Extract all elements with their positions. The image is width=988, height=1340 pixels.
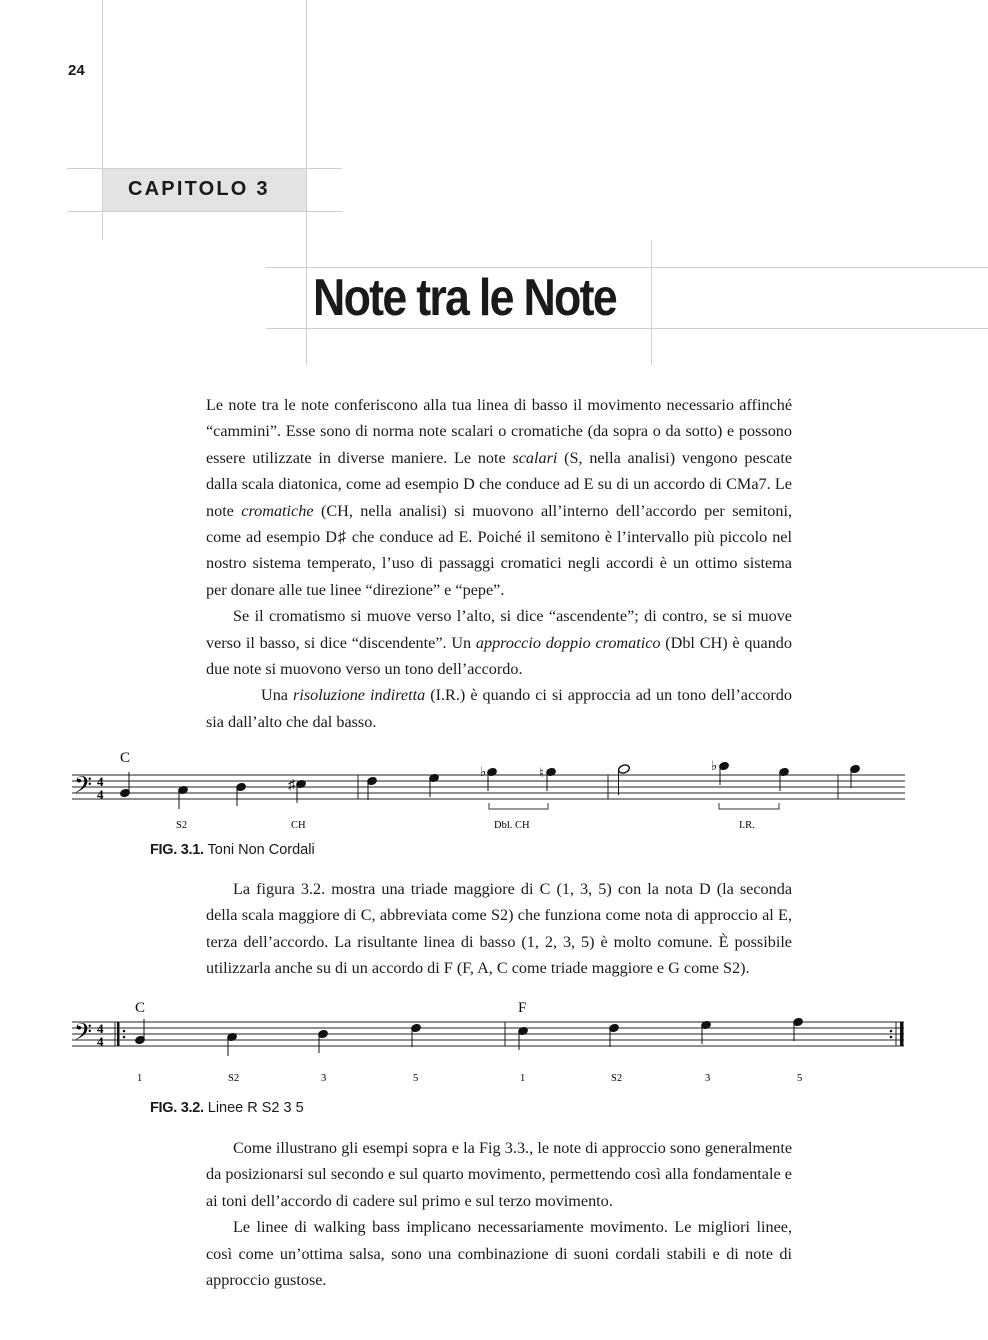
- repeat-bar: [117, 1022, 120, 1046]
- emphasized-term: cromatiche: [241, 501, 314, 520]
- figure-2-caption: [150, 1100, 304, 1116]
- degree-label: 1: [520, 1073, 526, 1084]
- repeat-bar: [900, 1022, 904, 1046]
- text-run: (I.R.) è quando ci si approccia ad un tono dell’accordo sia dall’alto che dal basso.: [206, 686, 792, 731]
- figure-2-chord: F: [518, 1000, 527, 1016]
- time-signature-top: 4: [97, 1021, 104, 1036]
- emphasized-term: risoluzione indiretta: [293, 686, 426, 705]
- figure-1-caption-text: Toni Non Cordali: [207, 842, 315, 858]
- chapter-title: Note tra le Note: [313, 269, 616, 327]
- repeat-dot: [890, 1036, 893, 1039]
- paragraph: La figura 3.2. mostra una triade maggiore di C (1, 3, 5) con la nota D (la seconda della scala maggiore di C, abbreviata come S2) che funziona come nota di approccio al E, terza dell’accordo. La risultante linea di basso (1, 2, 3, 5) è molto comune. È possibile utilizzarla anche su di un accordo di F (F, A, C come triade maggiore e G come S2).: [206, 880, 792, 978]
- emphasized-term: scalari: [512, 448, 558, 467]
- repeat-dot: [123, 1030, 126, 1033]
- natural-icon: ♮: [539, 765, 544, 780]
- analysis-label: S2: [176, 820, 188, 831]
- middle-text: [206, 876, 792, 982]
- text-run: (Dbl CH) è quando due note si muovono verso un tono dell’accordo.: [206, 633, 792, 679]
- chapter-label: CAPITOLO 3: [128, 178, 270, 200]
- time-signature-bottom: 4: [97, 1034, 104, 1049]
- bass-clef-icon: 𝄢: [74, 1020, 93, 1051]
- degree-label: 5: [413, 1073, 419, 1084]
- flat-icon: ♭: [480, 764, 487, 779]
- grid-line: [266, 328, 988, 329]
- time-signature-top: 4: [97, 774, 104, 789]
- figure-1-staff: [0, 745, 988, 835]
- paragraph: Come illustrano gli esempi sopra e la Fig 3.3., le note di approccio sono generalmente da posizionarsi sul secondo e sul quarto movimento, permettendo così alla fondamentale e ai toni dell’accordo di cadere sul primo e sul terzo movimento.: [206, 1139, 792, 1210]
- emphasized-term: approccio doppio cromatico: [475, 633, 661, 652]
- figure-2-caption-text: Linee R S2 3 5: [207, 1100, 304, 1116]
- degree-label: 5: [797, 1073, 803, 1084]
- figure-2-staff: [0, 993, 988, 1088]
- bass-clef-icon: 𝄢: [74, 773, 93, 804]
- text-run: Se il cromatismo si muove verso l’alto, si dice “ascendente”; di contro, se si muove verso il basso, si dice “discendente”. Un: [206, 607, 792, 652]
- paragraph: [206, 392, 792, 603]
- paragraph: [206, 682, 792, 735]
- grid-line: [67, 211, 342, 212]
- intro-text: [206, 392, 792, 735]
- degree-label: 1: [137, 1073, 143, 1084]
- analysis-label: I.R.: [739, 820, 755, 831]
- closing-text: [206, 1135, 792, 1293]
- analysis-label: CH: [291, 820, 306, 831]
- paragraph: [206, 603, 792, 682]
- figure-2-chord: C: [135, 1000, 146, 1016]
- analysis-label: Dbl. CH: [494, 820, 530, 831]
- repeat-dot: [890, 1030, 893, 1033]
- time-signature-bottom: 4: [97, 787, 104, 802]
- figure-1-chord: C: [120, 750, 131, 766]
- sharp-icon: ♯: [288, 778, 295, 793]
- paragraph: Le linee di walking bass implicano necessariamente movimento. Le migliori linee, così come un’ottima salsa, sono una combinazione di suoni cordali stabili e di note di approccio gustose.: [206, 1218, 792, 1290]
- text-run: (S, nella analisi) vengono pescate dalla scala diatonica, come ad esempio D che conduce ad E su di un accordo di CMa7. Le note: [206, 448, 793, 520]
- figure-1-caption: [150, 842, 315, 858]
- flat-icon: ♭: [711, 758, 718, 773]
- degree-label: 3: [705, 1073, 711, 1084]
- text-run: (CH, nella analisi) si muovono all’interno dell’accordo per semitoni, come ad esempio D♯ che conduce ad E. Poiché il semitono è l’intervallo più piccolo nel nostro sistema temperato, l’uso di passaggi cromatici negli accordi è un ottimo sistema per donare alle tue linee “direzione” e “pepe”.: [206, 501, 793, 599]
- grid-line: [306, 0, 307, 365]
- degree-label: S2: [611, 1073, 623, 1084]
- page-number: 24: [68, 62, 85, 79]
- degree-label: S2: [228, 1073, 240, 1084]
- figure-1-number: FIG. 3.1.: [150, 842, 204, 858]
- repeat-dot: [123, 1036, 126, 1039]
- grid-line: [651, 240, 652, 365]
- figure-2-number: FIG. 3.2.: [150, 1100, 204, 1116]
- text-run: Una: [261, 686, 294, 705]
- degree-label: 3: [321, 1073, 327, 1084]
- text-run: Le note tra le note conferiscono alla tua linea di basso il movimento necessario affinché “cammini”. Esse sono di norma note scalari o cromatiche (da sopra o da sotto) e possono essere utilizzate in diverse maniere. Le note: [206, 396, 792, 467]
